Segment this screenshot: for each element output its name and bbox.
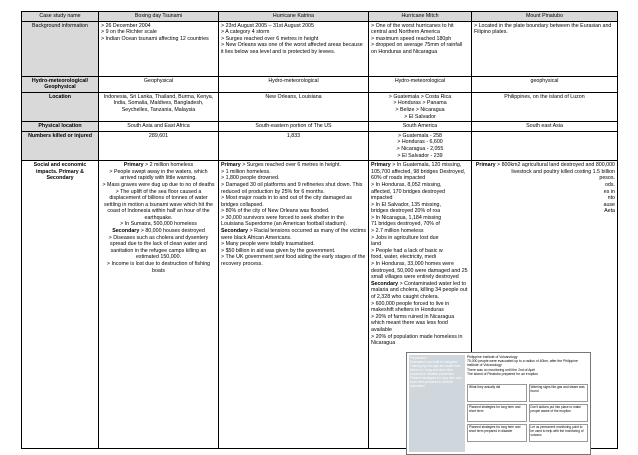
cell-background-mitch [369, 21, 472, 76]
cell-background-katrina [219, 21, 369, 76]
inset-caption [467, 355, 588, 376]
impact-text: > 80% of the city of New Orleans was flooded. [221, 208, 330, 215]
text-line: > Guatemala > Costa Rica [388, 93, 452, 100]
cell-killed-pinatubo [472, 131, 618, 160]
impact-text: > Diseases such as cholera and dysentery spread due to the lack of clean water and sanitation in the refugee camps killing an estimated 150,000. [108, 234, 209, 261]
header-hurricane-mitch: Hurricane Mitch [369, 12, 472, 22]
row-physical-location [22, 122, 618, 132]
impact-text: > Surges reached over 6 metres in height. [240, 162, 341, 169]
impact-heading: Primary [123, 162, 144, 169]
impact-text: > In Guatemala, 120 missing, 105,700 affected, 98 bridges Destroyed, 60% of roads impacted [371, 162, 466, 182]
header-mount-pinatubo: Mount Pinatubo [472, 12, 618, 22]
impact-text: > Many people were totally traumatised. [221, 241, 315, 248]
impact-text: > People had a lack of basic w [371, 247, 443, 254]
impact-heading: Secondary [221, 228, 249, 235]
impact-text: es in [603, 188, 615, 195]
impact-text: > People swept away in the waters, which arrived rapidly with little warning. [109, 168, 208, 182]
impact-text: > In Honduras, 33,000 homes were destroyed, 50,000 were damaged and 25 small villages were entirely destroyed [371, 261, 468, 281]
row-hazard-type [22, 76, 618, 92]
impact-text: Aeta [604, 208, 615, 215]
cell-impacts-katrina [219, 161, 369, 449]
cell-physical-katrina: South-eastern portion of The US [219, 122, 369, 132]
inset-caption-left [410, 356, 464, 388]
impact-text: > 2.7 million homeless [371, 228, 424, 235]
text-line: > One of the worst hurricanes to hit central and Northern America [371, 22, 454, 36]
text-line: The island of Pinatubo prepared for an eruption [467, 371, 539, 376]
header-case-study-name: Case study name [22, 12, 99, 22]
cell-hazard-tsunami: Geophysical [99, 76, 219, 92]
cell-hazard-pinatubo: geophysical [472, 76, 618, 92]
impact-text: > In Nicaragua, 1,184 missing [371, 214, 442, 221]
impact-text: > The uplift of the sea floor caused a displacement of billions of tonnes of water settling in motion a tsunami wave which hit the coast of Indonesia within half an hour of the earthquake. [104, 188, 213, 221]
impact-heading: Primary [475, 162, 496, 169]
inset-cell: What they actually did [467, 384, 527, 402]
text-line: > Guatemala - 258 [397, 132, 443, 139]
text-line: Preparation [410, 356, 427, 360]
row-location [22, 92, 618, 121]
impact-text: impacted [371, 195, 393, 202]
impact-text: > 600,000 people forced to live in makeshift shelters in Honduras [371, 300, 450, 314]
row-background [22, 21, 618, 76]
impact-text: bridges destroyed 20% of roa [371, 208, 441, 215]
header-boxing-day-tsunami: Boxing day Tsunami [99, 12, 219, 22]
text-line: > Honduras > Panama [393, 100, 447, 107]
header-hurricane-katrina: Hurricane Katrina [219, 12, 369, 22]
impact-text: > 2 million homeless [143, 162, 194, 169]
text-line: > New Orleans was one of the worst affected areas because it lies below sea level and is protected by levees. [221, 42, 363, 55]
row-label-hazard-type: Hydro-meteorological/ Geophysical [22, 76, 99, 92]
text-line: > 9 on the Richter scale [101, 29, 157, 36]
impact-text: > Jobs in agriculture lost due [371, 234, 439, 241]
impact-text: > Income is lost due to destruction of fishing boats [106, 261, 211, 274]
impact-text: > The UK government sent food aiding the early stages of the recovery process. [221, 254, 366, 268]
impact-heading: Secondary [112, 228, 140, 235]
text-line: 75,000 people were evacuated up to a radius of 40km, after the Philippine institute of Volcanology [467, 359, 578, 368]
embedded-image-inset [406, 352, 591, 455]
inset-cell: Let us permanent monitoring point to be used to help with the monitoring of volcano [529, 424, 589, 442]
cell-physical-mitch: South America [369, 122, 472, 132]
row-numbers-killed [22, 131, 618, 160]
cell-location-tsunami: Indonesia, Sri Lanka, Thailand, Burma, Kenya, India, Somalia, Maldives, Bangladesh, Seychelles, Tanzania, Malaysia [99, 92, 219, 121]
text-line: > Belize > Nicaragua [395, 106, 445, 113]
impact-text: land [371, 241, 382, 248]
text-line: There was no monitoring until the 2nd of April [467, 367, 536, 372]
impact-text: > In Sumatra, 500,000 homeless [120, 221, 197, 228]
inset-cell: Don't actions put into place to make people aware of the eruption [529, 404, 589, 422]
impact-text: > In El Salvador, 135 missing, [371, 201, 441, 208]
impact-text: > Mass graves were dug up due to no of deaths [102, 181, 215, 188]
text-line: Evacuation Law built for refugees [410, 360, 458, 364]
text-line: Philippine Institute of Volcanology [467, 355, 518, 359]
cell-hazard-mitch: Hydro-meteorological [369, 76, 472, 92]
impact-text: nto [607, 195, 615, 202]
impact-text: pesos. [599, 175, 615, 182]
header-row [22, 12, 618, 22]
row-label-background: Background information [22, 21, 99, 76]
impact-text: > Racial tensions occurred as many of the victims were black African Americans. [221, 228, 366, 241]
impact-text: > 80,000 houses destroyed [139, 228, 205, 235]
cell-location-mitch [369, 92, 472, 121]
impact-text: > Damaged 30 oil platforms and 9 refineries shut down. This reduced oil production by 25% for 6 months. [221, 181, 363, 195]
text-line: Planned strategies for long term and short term prepared in disaster prevention [410, 376, 462, 388]
impact-text: > 800km2 agricultural land destroyed and 800,000 livestock and poultry killed costing 1.5 billion [495, 162, 615, 175]
row-label-physical-location: Physical location [22, 122, 99, 132]
impact-heading: Primary [221, 162, 241, 169]
text-line: > maximum speed reached 180ph [371, 35, 452, 42]
cell-killed-katrina: 1,833 [219, 131, 369, 160]
text-line: > 26 December 2004 [101, 22, 151, 29]
row-label-location: Location [22, 92, 99, 121]
cell-background-pinatubo [472, 21, 618, 76]
impact-text: > 1,800 people drowned. [221, 175, 280, 182]
cell-hazard-katrina: Hydro-meteorological [219, 76, 369, 92]
impact-text: > $50 billion in aid was given by the government. [221, 247, 336, 254]
text-line: > Located in the plate boundary between the Eurasian and Filipino plates. [474, 22, 612, 36]
impact-text: > 20% of population made homeless in Nicaragua [371, 333, 463, 347]
text-line: > El Salvador [404, 113, 436, 120]
text-line: > Honduras - 6,600 [397, 139, 443, 146]
text-line: > A category 4 storm [221, 29, 270, 36]
impact-text: > 1 million homeless. [221, 168, 271, 175]
impact-text: > 20% of farms ruined in Nicaragua which meant there was less food available [371, 313, 455, 333]
impacts-label: Social and economic impacts. Primary & Secondary [33, 162, 87, 182]
inset-cell: Planned strategies for long term and short term prepared in disaster [467, 424, 527, 442]
text-line: Training rigs the gas and water was below for: Long and short term prepared in disaster prevention [410, 364, 461, 376]
impact-heading: Secondary [371, 280, 399, 287]
impact-text: affected, 170 bridges destroyed [371, 188, 446, 195]
cell-physical-pinatubo: South east Asia [472, 122, 618, 132]
text-line: > Nicaragua - 2,055 [396, 145, 444, 152]
text-line: > Surges reached over 6 metres in height [221, 35, 319, 42]
impact-text: > Contaminated water led to malaria and cholera, killing 34 people out of 2,328 who caught cholera. [371, 280, 468, 300]
cell-physical-tsunami: South Asia and East Africa [99, 122, 219, 132]
row-label-impacts [22, 161, 99, 449]
inset-grid [467, 384, 588, 442]
row-label-numbers-killed: Numbers killed or injured [22, 131, 99, 160]
inset-cell: Warning signs like gas and steam was found [529, 384, 589, 402]
cell-impacts-tsunami [99, 161, 219, 449]
text-line: > dropped on average 75mm of rainfall on Honduras and Nicaragua [371, 42, 463, 55]
impact-text: 71 bridges destroyed, 70% of [371, 221, 440, 228]
impact-text: food, water, electricity, medi [371, 254, 436, 261]
text-line: > El Salvador - 239 [397, 152, 443, 159]
text-line: > Indian Ocean tsunami affecting 12 countries [101, 35, 209, 42]
impact-text: > In Honduras, 8,052 missing, [371, 181, 442, 188]
impact-text: ods. [604, 181, 615, 188]
cell-background-tsunami [99, 21, 219, 76]
inset-cell: Planned strategies for long term and short term [467, 404, 527, 422]
impact-text: > 30,000 survivors were forced to seek shelter in the Louisiana Superdome (an American football stadium). [221, 214, 348, 228]
impact-text: ause [603, 201, 615, 208]
impact-heading: Primary [371, 162, 391, 169]
cell-killed-mitch [369, 131, 472, 160]
cell-location-katrina: New Orleans, Louisiana [219, 92, 369, 121]
impact-text: > Most major roads in to and out of the city damaged as bridges collapsed. [221, 195, 352, 208]
cell-location-pinatubo: Philippines, on the island of Luzon [472, 92, 618, 121]
text-line: > 23rd August 2005 – 31st August 2005 [221, 22, 314, 29]
cell-killed-tsunami: 289,601 [99, 131, 219, 160]
